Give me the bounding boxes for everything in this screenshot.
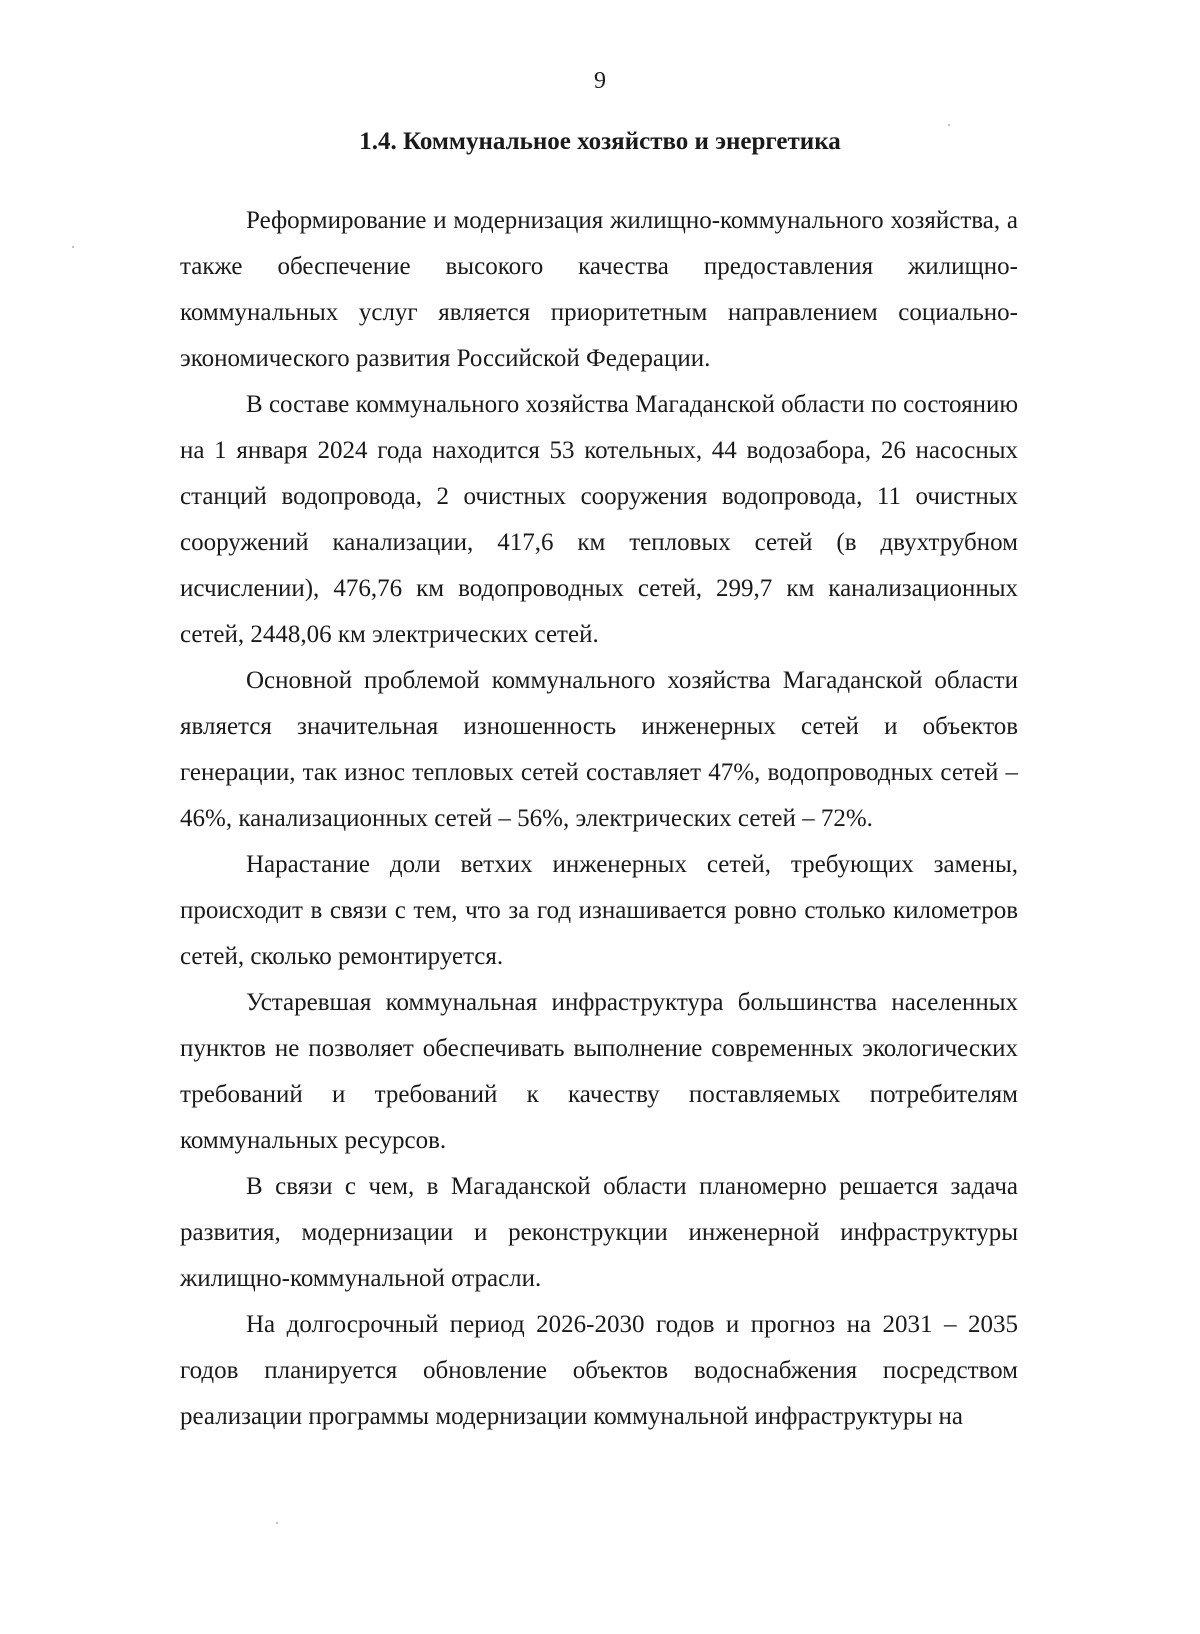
paragraph-infrastructure-composition: В составе коммунального хозяйства Магаданской области по состоянию на 1 января 2024 года находится 53 котельных, 44 водозабора, 26 насосных станций водопровода, 2 очистных сооружения водопровода, 11 очистных сооружений канализации, 417,6 км тепловых сетей (в двухтрубном исчислении), 476,76 км водопроводных сетей, 299,7 км канализационных сетей, 2448,06 км электрических сетей. (180, 391, 1018, 648)
scan-speck (948, 124, 950, 126)
paragraph-wear-problem: Основной проблемой коммунального хозяйства Магаданской области является значительная изношенность инженерных сетей и объектов генерации, так износ тепловых сетей составляет 47%, водопроводных сетей – 46%, канализационных сетей – 56%, электрических сетей – 72%. (180, 667, 1018, 832)
paragraph-wear-growth: Нарастание доли ветхих инженерных сетей, требующих замены, происходит в связи с тем, что за год изнашивается ровно столько километров сетей, сколько ремонтируется. (180, 851, 1018, 970)
section-title: 1.4. Коммунальное хозяйство и энергетика (359, 128, 841, 155)
paragraph-outdated-infrastructure: Устаревшая коммунальная инфраструктура большинства населенных пунктов не позволяет обеспечивать выполнение современных экологических требований и требований к качеству поставляемых потребителям коммунальных ресурсов. (180, 989, 1018, 1154)
paragraph-modernization-task: В связи с чем, в Магаданской области планомерно решается задача развития, модернизации и реконструкции инженерной инфраструктуры жилищно-коммунальной отрасли. (180, 1173, 1018, 1292)
paragraph-long-term-plan: На долгосрочный период 2026-2030 годов и прогноз на 2031 – 2035 годов планируется обновление объектов водоснабжения посредством реализации программы модернизации коммунальной инфраструктуры на (180, 1311, 1018, 1430)
page-number: 9 (594, 68, 606, 94)
scan-speck (276, 1522, 278, 1524)
scan-speck (72, 246, 74, 248)
paragraph-reform: Реформирование и модернизация жилищно-коммунального хозяйства, а также обеспечение высокого качества предоставления жилищно-коммунальных услуг является приоритетным направлением социально-экономического развития Российской Федерации. (180, 207, 1018, 372)
body-text (180, 198, 1018, 1440)
